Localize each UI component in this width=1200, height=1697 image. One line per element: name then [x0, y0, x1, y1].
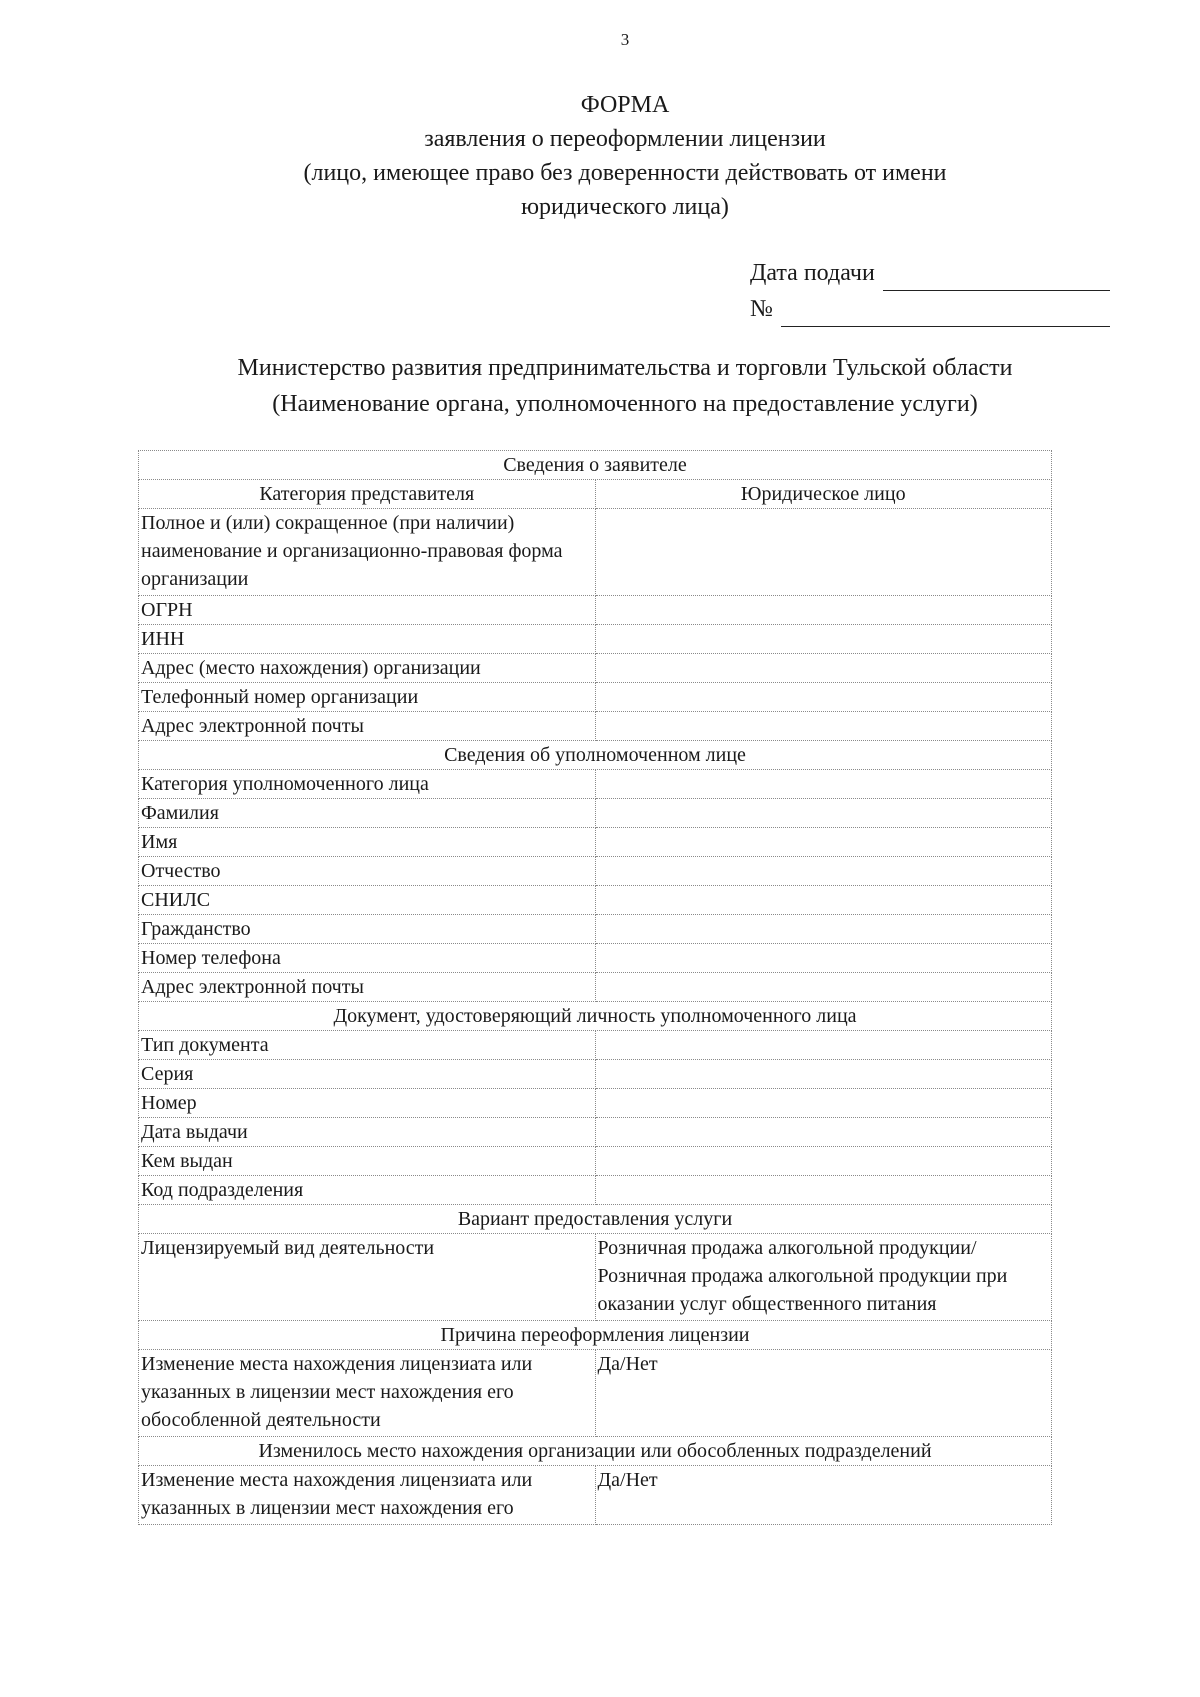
field-value-licensed-activity[interactable]: Розничная продажа алкогольной продукции/Розничная продажа алкогольной продукции при оказании услуг общественного питания: [595, 1234, 1052, 1321]
field-value-snils[interactable]: [595, 886, 1052, 915]
submission-date-label: Дата подачи: [750, 260, 875, 286]
field-value-first-name[interactable]: [595, 828, 1052, 857]
field-value-org-phone[interactable]: [595, 683, 1052, 712]
application-table: [138, 450, 1052, 1525]
field-label-doc-type: Тип документа: [139, 1031, 596, 1060]
field-value-surname[interactable]: [595, 799, 1052, 828]
field-value-inn[interactable]: [595, 625, 1052, 654]
section-reissue-reason-title: Причина переоформления лицензии: [139, 1321, 1052, 1350]
field-label-licensed-activity: Лицензируемый вид деятельности: [139, 1234, 596, 1321]
field-value-doc-division-code[interactable]: [595, 1176, 1052, 1205]
field-label-citizenship: Гражданство: [139, 915, 596, 944]
category-value[interactable]: Юридическое лицо: [595, 480, 1052, 509]
category-label: Категория представителя: [139, 480, 596, 509]
field-label-patronymic: Отчество: [139, 857, 596, 886]
field-label-phone: Номер телефона: [139, 944, 596, 973]
field-label-inn: ИНН: [139, 625, 596, 654]
field-label-doc-issue-date: Дата выдачи: [139, 1118, 596, 1147]
form-title: ФОРМА: [580, 92, 670, 118]
field-label-doc-division-code: Код подразделения: [139, 1176, 596, 1205]
submission-number-label: №: [750, 296, 773, 322]
field-value-location-change-2[interactable]: Да/Нет: [595, 1466, 1052, 1525]
field-value-patronymic[interactable]: [595, 857, 1052, 886]
field-value-doc-type[interactable]: [595, 1031, 1052, 1060]
field-label-org-address: Адрес (место нахождения) организации: [139, 654, 596, 683]
section-identity-title: Документ, удостоверяющий личность уполномоченного лица: [139, 1002, 1052, 1031]
authority-block: [0, 350, 1200, 422]
field-label-org-phone: Телефонный номер организации: [139, 683, 596, 712]
field-value-doc-number[interactable]: [595, 1089, 1052, 1118]
page-number: 3: [620, 30, 630, 49]
field-label-doc-series: Серия: [139, 1060, 596, 1089]
field-value-doc-series[interactable]: [595, 1060, 1052, 1089]
form-subtitle-line2: (лицо, имеющее право без доверенности действовать от имени: [303, 160, 947, 186]
submission-number-field[interactable]: [781, 300, 1110, 327]
field-value-org-email[interactable]: [595, 712, 1052, 741]
submission-date-field[interactable]: [883, 264, 1110, 291]
field-label-auth-category: Категория уполномоченного лица: [139, 770, 596, 799]
field-value-email[interactable]: [595, 973, 1052, 1002]
field-label-location-change-2: Изменение места нахождения лицензиата или указанных в лицензии мест нахождения его: [139, 1466, 596, 1525]
field-value-auth-category[interactable]: [595, 770, 1052, 799]
section-service-variant-title: Вариант предоставления услуги: [139, 1205, 1052, 1234]
field-value-phone[interactable]: [595, 944, 1052, 973]
field-label-location-change: Изменение места нахождения лицензиата или указанных в лицензии мест нахождения его обособленной деятельности: [139, 1350, 596, 1437]
field-value-doc-issuer[interactable]: [595, 1147, 1052, 1176]
field-value-citizenship[interactable]: [595, 915, 1052, 944]
section-location-changed-title: Изменилось место нахождения организации или обособленных подразделений: [139, 1437, 1052, 1466]
field-label-email: Адрес электронной почты: [139, 973, 596, 1002]
form-header: [0, 88, 1200, 224]
field-value-doc-issue-date[interactable]: [595, 1118, 1052, 1147]
submission-date-row: [750, 255, 1110, 291]
field-label-org-email: Адрес электронной почты: [139, 712, 596, 741]
form-subtitle-line3: юридического лица): [521, 194, 729, 220]
submission-block: [750, 255, 1110, 327]
field-value-ogrn[interactable]: [595, 596, 1052, 625]
field-label-ogrn: ОГРН: [139, 596, 596, 625]
section-authorized-title: Сведения об уполномоченном лице: [139, 741, 1052, 770]
field-value-org-name[interactable]: [595, 509, 1052, 596]
field-value-location-change[interactable]: Да/Нет: [595, 1350, 1052, 1437]
field-value-org-address[interactable]: [595, 654, 1052, 683]
field-label-org-name: Полное и (или) сокращенное (при наличии) наименование и организационно-правовая форма организации: [139, 509, 596, 596]
field-label-surname: Фамилия: [139, 799, 596, 828]
submission-number-row: [750, 291, 1110, 327]
form-subtitle-line1: заявления о переоформлении лицензии: [424, 126, 826, 152]
field-label-first-name: Имя: [139, 828, 596, 857]
authority-caption: (Наименование органа, уполномоченного на предоставление услуги): [272, 391, 978, 417]
authority-name: Министерство развития предпринимательства и торговли Тульской области: [237, 355, 1013, 381]
field-label-doc-issuer: Кем выдан: [139, 1147, 596, 1176]
field-label-snils: СНИЛС: [139, 886, 596, 915]
section-applicant-title: Сведения о заявителе: [139, 451, 1052, 480]
field-label-doc-number: Номер: [139, 1089, 596, 1118]
